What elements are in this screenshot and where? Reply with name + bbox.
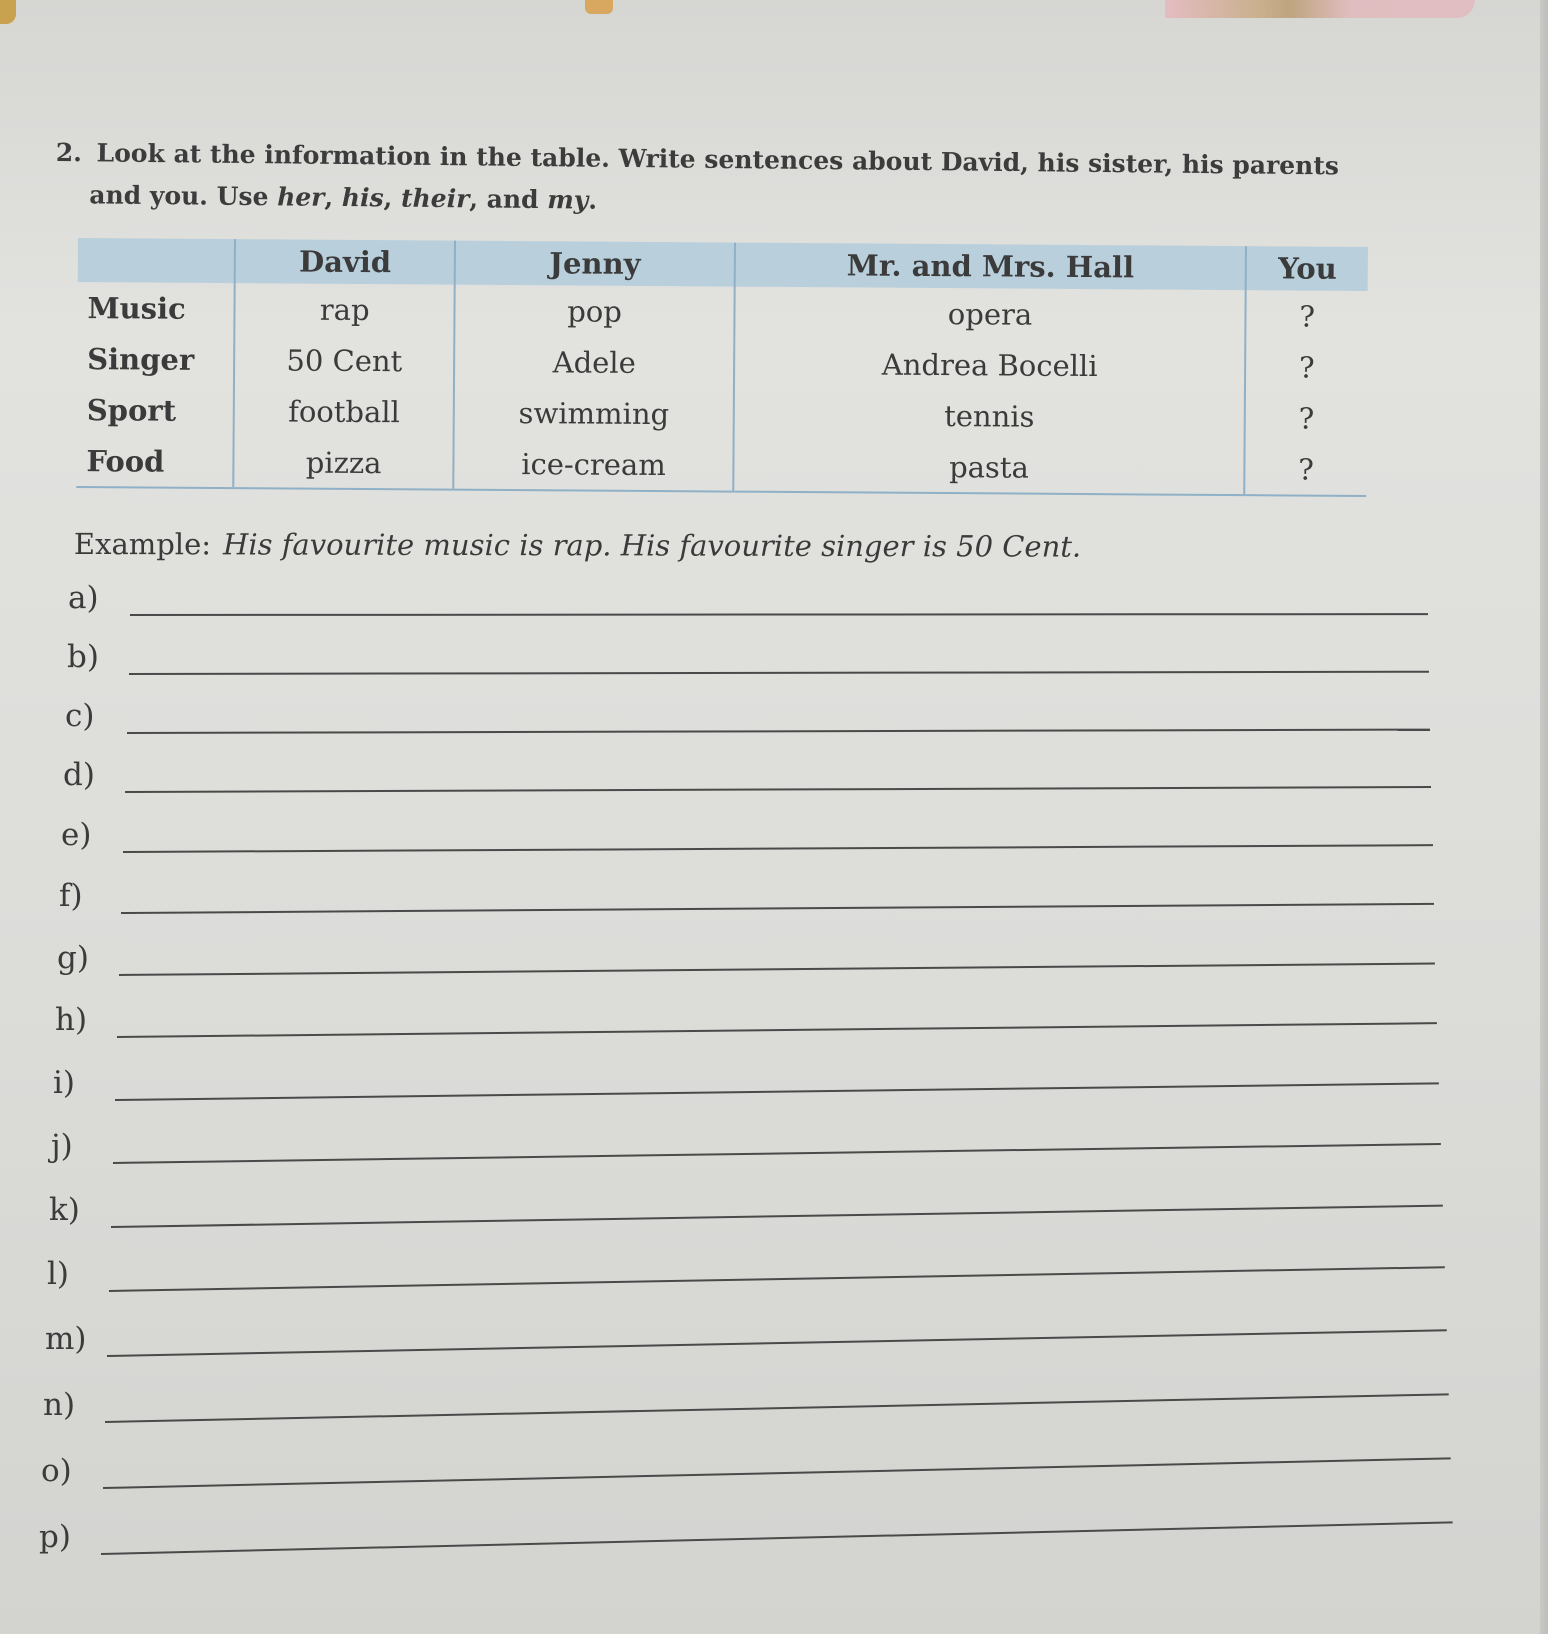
answer-letter: k): [49, 1192, 80, 1228]
answer-letter: a): [68, 580, 99, 616]
writing-line[interactable]: [101, 1521, 1453, 1555]
table-row: [77, 282, 1367, 342]
writing-line[interactable]: [119, 963, 1435, 976]
table-cell: pasta: [733, 440, 1245, 496]
writing-line[interactable]: [121, 903, 1434, 914]
answer-line-e[interactable]: [61, 817, 1421, 857]
table-header-cell: Jenny: [455, 241, 735, 287]
info-table-container: [76, 238, 1378, 497]
answer-line-m[interactable]: [45, 1321, 1405, 1361]
separator: ,: [324, 182, 343, 212]
table-row: [77, 384, 1367, 444]
top-edge-decoration-right: [1165, 0, 1475, 18]
example-label: Example:: [73, 527, 212, 562]
page-corner-decoration: [0, 0, 16, 24]
table-cell: ice-cream: [454, 438, 734, 492]
pronoun-their: their: [400, 183, 470, 214]
table-cell: pop: [455, 285, 735, 338]
writing-line[interactable]: [129, 671, 1429, 675]
answer-letter: p): [39, 1519, 71, 1555]
writing-line[interactable]: [115, 1082, 1439, 1101]
answer-line-i[interactable]: [53, 1065, 1413, 1105]
table-header-cell: You: [1246, 246, 1368, 291]
answer-line-a[interactable]: [68, 580, 1428, 620]
table-cell: football: [234, 385, 455, 438]
answer-letter: n): [43, 1387, 76, 1423]
row-label: Music: [87, 290, 186, 326]
table-cell: pizza: [233, 436, 454, 490]
table-row: [77, 333, 1367, 393]
writing-line[interactable]: [107, 1329, 1447, 1357]
answer-line-k[interactable]: [49, 1192, 1409, 1232]
top-edge-decoration: [585, 0, 613, 14]
pronoun-her: her: [277, 182, 325, 212]
answer-letter: b): [67, 639, 99, 675]
answer-line-f[interactable]: [59, 878, 1419, 918]
table-header-cell: Mr. and Mrs. Hall: [734, 243, 1246, 291]
table-cell: ?: [1246, 290, 1368, 342]
answer-line-g[interactable]: [57, 940, 1417, 980]
answer-line-p[interactable]: [39, 1519, 1409, 1559]
writing-line[interactable]: [123, 844, 1433, 853]
table-cell: opera: [734, 287, 1246, 342]
exercise-instructions: [55, 132, 1406, 230]
writing-line[interactable]: [117, 1022, 1437, 1038]
writing-line[interactable]: [103, 1457, 1451, 1489]
answer-line-o[interactable]: [41, 1453, 1401, 1493]
instruction-text: Look at the information in the table. Write sentences about David, his sister, his parents: [96, 138, 1340, 181]
example-sentence: [74, 527, 1081, 564]
answer-line-c[interactable]: [65, 698, 1425, 738]
answer-line-n[interactable]: [43, 1387, 1403, 1427]
answer-letter: j): [51, 1128, 73, 1164]
writing-line[interactable]: [130, 613, 1428, 616]
info-table: [76, 238, 1368, 497]
instruction-text-2: and you. Use: [89, 180, 278, 212]
pronoun-my: my: [547, 185, 589, 215]
table-header-cell: David: [235, 239, 456, 285]
writing-line[interactable]: [111, 1205, 1443, 1228]
table-cell: 50 Cent: [234, 334, 455, 387]
answer-line-d[interactable]: [63, 757, 1423, 797]
table-cell: rap: [234, 283, 455, 336]
answer-letter: c): [65, 698, 95, 734]
table-cell: Adele: [454, 336, 734, 389]
table-row: [76, 435, 1366, 496]
pronoun-his: his: [341, 182, 384, 213]
separator: , and: [469, 184, 548, 215]
answer-line-b[interactable]: [67, 639, 1427, 679]
answer-line-h[interactable]: [55, 1002, 1415, 1042]
answer-letter: m): [45, 1321, 87, 1357]
table-cell: Andrea Bocelli: [734, 338, 1246, 393]
row-label: Food: [76, 435, 233, 488]
answer-letter: g): [57, 940, 89, 976]
answer-line-l[interactable]: [47, 1256, 1407, 1296]
answer-letter: h): [55, 1002, 88, 1038]
table-cell: ?: [1245, 392, 1367, 444]
answer-letter: d): [63, 757, 95, 793]
row-label: Singer: [87, 341, 195, 377]
table-cell: swimming: [454, 387, 734, 440]
writing-line[interactable]: [105, 1393, 1449, 1423]
exercise-number: 2.: [55, 137, 83, 168]
table-cell: ?: [1245, 443, 1367, 496]
table-cell: tennis: [733, 389, 1245, 444]
row-label: Sport: [86, 392, 177, 428]
page-edge: [1540, 0, 1548, 1634]
answer-letter: e): [61, 817, 92, 853]
answer-letter: i): [53, 1065, 76, 1101]
writing-line[interactable]: [127, 729, 1430, 734]
example-text: His favourite music is rap. His favourite singer is 50 Cent.: [223, 527, 1082, 564]
answer-letter: f): [59, 878, 83, 914]
answer-letter: l): [47, 1256, 70, 1292]
writing-line[interactable]: [109, 1266, 1445, 1292]
writing-line[interactable]: [113, 1143, 1441, 1164]
table-cell: ?: [1245, 341, 1367, 393]
period: .: [588, 185, 598, 215]
answer-line-j[interactable]: [51, 1128, 1411, 1168]
separator: ,: [383, 183, 402, 213]
table-header-cell: [78, 238, 235, 283]
writing-line[interactable]: [125, 786, 1431, 793]
answer-letter: o): [41, 1453, 72, 1489]
